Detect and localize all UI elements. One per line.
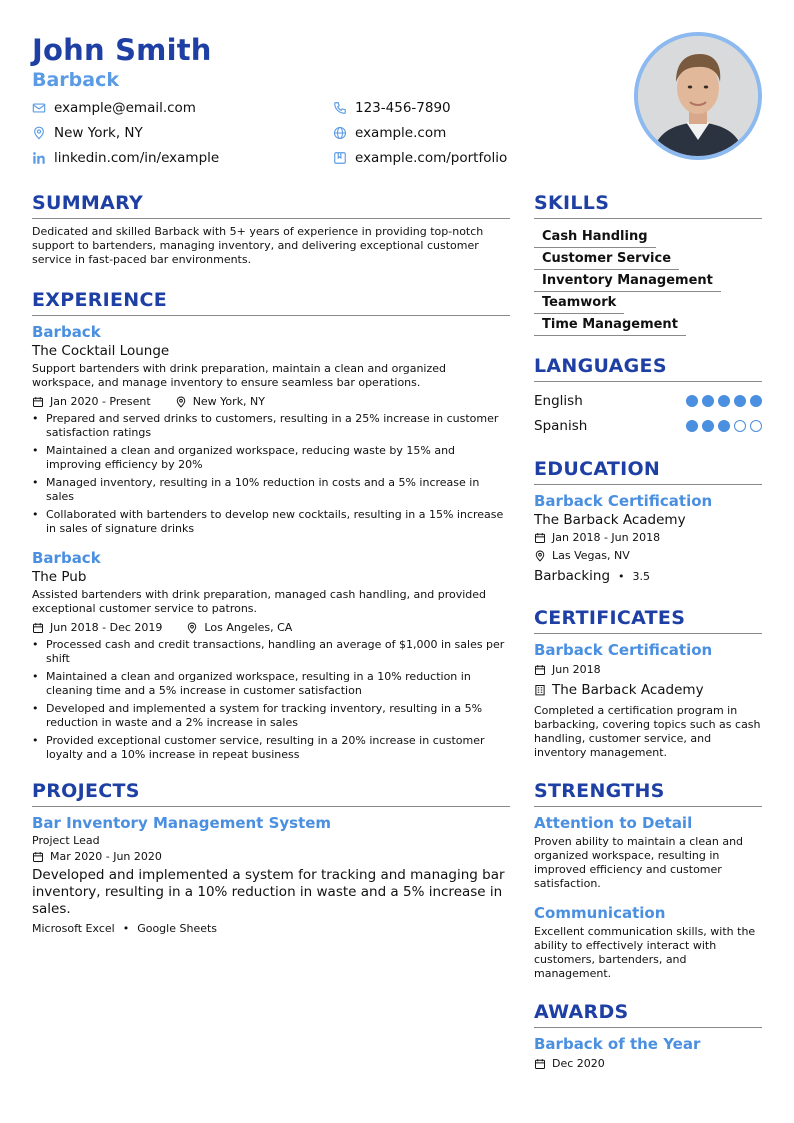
left-column: [32, 190, 510, 937]
list-item: • Managed inventory, resulting in a 10% reduction in costs and a 5% increase in sales: [32, 476, 510, 504]
skills-list: [534, 225, 762, 335]
job-dates: Jun 2018 - Dec 2019: [50, 621, 163, 634]
summary-section: [32, 190, 510, 267]
separator-dot: •: [618, 570, 625, 583]
certificate-title: Barback Certification: [534, 641, 713, 659]
skills-heading: SKILLS: [534, 190, 762, 219]
list-item: • Provided exceptional customer service, resulting in a 20% increase in customer loyalty and a 10% increase in repeat business: [32, 734, 510, 762]
education-field: Barbacking: [534, 568, 611, 584]
education-location-row: [534, 548, 762, 564]
project-dates: Mar 2020 - Jun 2020: [50, 850, 162, 863]
certificate-date: Jun 2018: [552, 663, 601, 676]
list-item: • Processed cash and credit transactions, handling an average of $1,000 in sales per shift: [32, 638, 510, 666]
education-field-row: [534, 566, 762, 587]
contact-phone-text: 123-456-7890: [355, 100, 451, 116]
projects-heading: PROJECTS: [32, 778, 510, 807]
level-dot: [718, 395, 730, 407]
linkedin-icon: [32, 151, 46, 165]
level-dot: [718, 420, 730, 432]
education-gpa: 3.5: [632, 570, 651, 583]
certificate-issuer-row: [534, 680, 762, 700]
experience-section: [32, 287, 510, 762]
contact-portfolio[interactable]: [333, 148, 507, 168]
list-item: • Prepared and served drinks to customers, resulting in a 25% increase in customer satisfaction ratings: [32, 412, 510, 440]
right-column: [534, 190, 762, 1090]
job-bullets: [32, 412, 510, 536]
list-item: • Collaborated with bartenders to develop new cocktails, resulting in a 15% increase in sales of signature drinks: [32, 508, 510, 536]
list-item: • Maintained a clean and organized workspace, resulting in a 10% reduction in cleaning time and a 5% increase in customer satisfaction: [32, 670, 510, 698]
contact-linkedin[interactable]: [32, 148, 219, 168]
calendar-icon: [32, 396, 44, 408]
candidate-name: John Smith: [32, 33, 212, 67]
institution-icon: [534, 684, 546, 696]
calendar-icon: [32, 851, 44, 863]
job-meta: [32, 620, 510, 636]
summary-heading: SUMMARY: [32, 190, 510, 219]
calendar-icon: [534, 532, 546, 544]
level-dot: [686, 420, 698, 432]
level-dot: [734, 420, 746, 432]
level-dot: [750, 395, 762, 407]
list-item: • Maintained a clean and organized workspace, reducing waste by 15% and improving efficiency by 20%: [32, 444, 510, 472]
language-name: English: [534, 392, 583, 409]
project-tool: Google Sheets: [137, 922, 218, 935]
job-description: Support bartenders with drink preparation, maintain a clean and organized workspace, and manage inventory to ensure seamless bar operations.: [32, 362, 446, 389]
skill-tag: Teamwork: [534, 293, 624, 314]
certificates-heading: CERTIFICATES: [534, 605, 762, 634]
summary-text: Dedicated and skilled Barback with 5+ years of experience in providing top-notch support to bartenders, managing inventory, and delivering exceptional customer service in fast-paced bar environments.: [32, 225, 484, 266]
language-row: [534, 413, 762, 438]
job-title: Barback: [32, 323, 101, 341]
skill-tag: Cash Handling: [534, 227, 656, 248]
projects-section: [32, 778, 510, 937]
education-dates-row: [534, 530, 762, 546]
job-company: The Cocktail Lounge: [32, 343, 170, 359]
phone-icon: [333, 101, 347, 115]
certificate-description: Completed a certification program in barbacking, covering topics such as cash handling, customer service, and inventory management.: [534, 704, 761, 759]
job-bullets: [32, 638, 510, 762]
contact-phone[interactable]: [333, 98, 451, 118]
location-icon: [175, 396, 187, 408]
calendar-icon: [32, 622, 44, 634]
location-icon: [32, 126, 46, 140]
resume-header: [32, 32, 762, 172]
education-dates: Jan 2018 - Jun 2018: [552, 531, 661, 544]
strengths-heading: STRENGTHS: [534, 778, 762, 807]
job-company: The Pub: [32, 569, 87, 585]
contact-email[interactable]: [32, 98, 196, 118]
skill-tag: Time Management: [534, 315, 686, 336]
job-dates: Jan 2020 - Present: [50, 395, 151, 408]
contact-location: [32, 123, 143, 143]
education-title: Barback Certification: [534, 492, 713, 510]
strengths-section: [534, 778, 762, 981]
calendar-icon: [534, 664, 546, 676]
experience-heading: EXPERIENCE: [32, 287, 510, 316]
strength-title: Attention to Detail: [534, 814, 693, 832]
education-heading: EDUCATION: [534, 456, 762, 485]
location-icon: [186, 622, 198, 634]
level-dot: [734, 395, 746, 407]
language-level: [682, 395, 762, 407]
calendar-icon: [534, 1058, 546, 1070]
contact-email-text: example@email.com: [54, 100, 196, 116]
contact-website[interactable]: [333, 123, 446, 143]
project-tools: [32, 921, 510, 937]
language-row: [534, 388, 762, 413]
certificate-issuer: The Barback Academy: [552, 682, 704, 698]
separator-dot: •: [122, 922, 130, 935]
skill-tag: Inventory Management: [534, 271, 721, 292]
location-icon: [534, 550, 546, 562]
level-dot: [686, 395, 698, 407]
profile-photo: [634, 32, 762, 160]
project-description: Developed and implemented a system for tracking and managing bar inventory, resulting in a 10% reduction in waste and a 5% increase in sales.: [32, 867, 505, 917]
awards-section: [534, 999, 762, 1072]
certificate-date-row: [534, 662, 762, 678]
project-tool: Microsoft Excel: [32, 922, 115, 935]
email-icon: [32, 101, 46, 115]
language-level: [682, 420, 762, 432]
strength-title: Communication: [534, 904, 666, 922]
strength-description: Excellent communication skills, with the ability to effectively interact with customers, bartenders, and management.: [534, 925, 756, 980]
education-school: The Barback Academy: [534, 512, 686, 528]
contact-linkedin-text: linkedin.com/in/example: [54, 150, 220, 166]
project-meta: [32, 849, 510, 865]
portfolio-icon: [333, 151, 347, 165]
contact-location-text: New York, NY: [54, 125, 143, 141]
contact-website-text: example.com: [355, 125, 447, 141]
job-description: Assisted bartenders with drink preparation, managed cash handling, and provided exceptional customer service to patrons.: [32, 588, 487, 615]
awards-heading: AWARDS: [534, 999, 762, 1028]
list-item: • Developed and implemented a system for tracking inventory, resulting in a 5% reduction in waste and a 2% increase in sales: [32, 702, 510, 730]
award-title: Barback of the Year: [534, 1035, 701, 1053]
project-title: Bar Inventory Management System: [32, 814, 332, 832]
job-entry: [32, 548, 510, 762]
award-date: Dec 2020: [552, 1057, 605, 1070]
strength-description: Proven ability to maintain a clean and organized workspace, resulting in improved efficiency and customer satisfaction.: [534, 835, 744, 890]
job-location: Los Angeles, CA: [204, 621, 293, 634]
education-location: Las Vegas, NV: [552, 549, 630, 562]
languages-section: [534, 353, 762, 438]
level-dot: [750, 420, 762, 432]
job-meta: [32, 394, 510, 410]
language-name: Spanish: [534, 417, 588, 434]
globe-icon: [333, 126, 347, 140]
candidate-role: Barback: [32, 69, 119, 91]
certificates-section: [534, 605, 762, 760]
skill-tag: Customer Service: [534, 249, 679, 270]
education-section: [534, 456, 762, 587]
job-entry: [32, 322, 510, 536]
level-dot: [702, 395, 714, 407]
languages-heading: LANGUAGES: [534, 353, 762, 382]
job-title: Barback: [32, 549, 101, 567]
job-location: New York, NY: [192, 395, 265, 408]
project-role: Project Lead: [32, 834, 100, 847]
level-dot: [702, 420, 714, 432]
award-date-row: [534, 1056, 762, 1072]
skills-section: [534, 190, 762, 335]
contact-portfolio-text: example.com/portfolio: [355, 150, 508, 166]
